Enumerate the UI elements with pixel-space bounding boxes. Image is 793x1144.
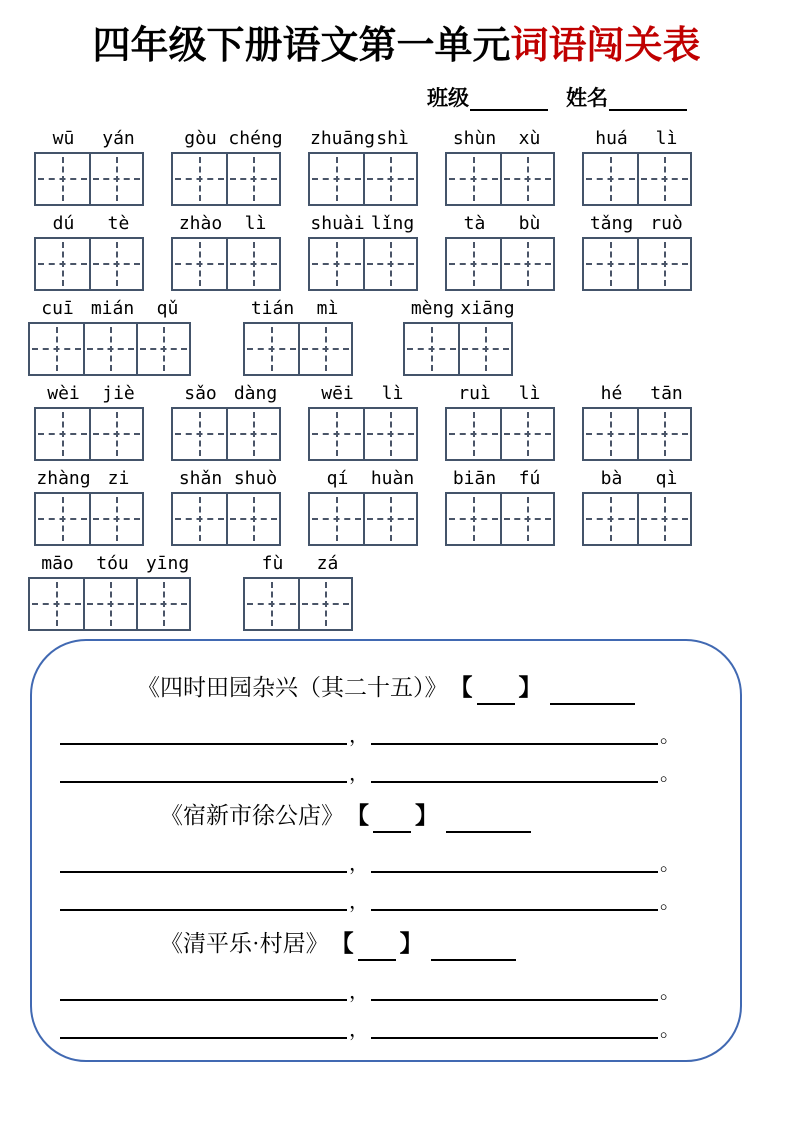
writing-cell	[173, 154, 226, 204]
pinyin-syllable: yán	[102, 128, 135, 150]
writing-cell	[584, 494, 637, 544]
pinyin-label	[445, 128, 557, 150]
pinyin-syllable: tà	[463, 213, 486, 235]
writing-grid	[34, 407, 144, 461]
verse-blank-line	[60, 977, 347, 1001]
pinyin-syllable: sǎo	[184, 383, 217, 405]
pinyin-syllable: wèi	[47, 383, 80, 405]
author-name-blank-line	[431, 935, 516, 961]
author-blank-line	[477, 679, 515, 705]
answer-line	[60, 885, 712, 914]
writing-grid	[445, 407, 555, 461]
worksheet-page	[0, 22, 793, 1144]
comma-mark: ，	[349, 891, 369, 914]
writing-cell	[584, 239, 637, 289]
verse-blank-line	[371, 977, 658, 1001]
poem-title: 《四时田园杂兴（其二十五）》	[137, 675, 448, 701]
answer-line	[60, 719, 712, 748]
pinyin-syllable: lì	[244, 213, 267, 235]
writing-cell	[310, 494, 363, 544]
poem-title: 《清平乐·村居》	[160, 931, 329, 957]
word-block	[171, 383, 283, 461]
student-info-line	[0, 83, 793, 111]
pinyin-syllable: ruò	[650, 213, 683, 235]
poem-block	[60, 799, 712, 914]
writing-grid	[34, 492, 144, 546]
pinyin-syllable: bà	[600, 468, 623, 490]
pinyin-syllable: fú	[518, 468, 541, 490]
verse-blank-line	[60, 849, 347, 873]
writing-cell	[89, 154, 142, 204]
poem-heading	[160, 927, 712, 961]
pinyin-syllable: qí	[326, 468, 349, 490]
pinyin-syllable: zhàng	[36, 468, 91, 490]
title-black-part: 四年级下册语文第一单元	[92, 25, 511, 67]
writing-cell	[500, 409, 553, 459]
pinyin-syllable: māo	[41, 553, 74, 575]
writing-cell	[637, 494, 690, 544]
pinyin-syllable: dàng	[233, 383, 278, 405]
writing-grid	[445, 152, 555, 206]
comma-mark: ，	[349, 763, 369, 786]
period-mark: 。	[660, 981, 680, 1004]
writing-cell	[447, 239, 500, 289]
word-block	[308, 383, 420, 461]
word-grid-section	[0, 128, 793, 631]
pinyin-label	[445, 213, 557, 235]
pinyin-syllable: shì	[376, 128, 409, 150]
pinyin-label	[34, 213, 146, 235]
writing-cell	[226, 494, 279, 544]
pinyin-syllable: xù	[518, 128, 541, 150]
pinyin-label	[308, 468, 420, 490]
comma-mark: ，	[349, 725, 369, 748]
writing-cell	[500, 239, 553, 289]
pinyin-syllable: zá	[316, 553, 339, 575]
word-block	[403, 298, 515, 376]
pinyin-syllable: shuài	[310, 213, 365, 235]
writing-cell	[36, 239, 89, 289]
writing-cell	[298, 324, 351, 374]
comma-mark: ，	[349, 1019, 369, 1042]
writing-cell	[226, 154, 279, 204]
writing-grid	[582, 152, 692, 206]
author-name-blank-line	[550, 679, 635, 705]
word-block	[308, 128, 420, 206]
writing-cell	[584, 154, 637, 204]
word-block	[582, 213, 694, 291]
pinyin-syllable: chéng	[228, 128, 283, 150]
word-block	[171, 128, 283, 206]
pinyin-syllable: tǎng	[589, 213, 634, 235]
author-bracket-close: 】	[399, 931, 423, 957]
author-blank-line	[373, 807, 411, 833]
pinyin-syllable: dú	[52, 213, 75, 235]
writing-cell	[226, 409, 279, 459]
pinyin-syllable: wū	[52, 128, 75, 150]
pinyin-label	[171, 128, 283, 150]
pinyin-syllable: zhuāng	[310, 128, 376, 150]
writing-cell	[447, 154, 500, 204]
writing-cell	[584, 409, 637, 459]
poem-block	[60, 927, 712, 1042]
poem-section-box	[30, 639, 742, 1062]
pinyin-syllable: jiè	[102, 383, 135, 405]
writing-cell	[637, 409, 690, 459]
pinyin-syllable: cuī	[41, 298, 74, 320]
word-row	[34, 383, 793, 461]
pinyin-label	[28, 553, 195, 575]
writing-cell	[637, 154, 690, 204]
writing-cell	[136, 579, 189, 629]
poem-heading	[160, 799, 712, 833]
pinyin-label	[582, 213, 694, 235]
writing-cell	[173, 409, 226, 459]
verse-blank-line	[60, 759, 347, 783]
pinyin-syllable: tān	[650, 383, 683, 405]
author-name-blank-line	[446, 807, 531, 833]
writing-cell	[447, 494, 500, 544]
writing-grid	[308, 407, 418, 461]
pinyin-label	[34, 383, 146, 405]
pinyin-syllable: biān	[452, 468, 497, 490]
word-block	[445, 468, 557, 546]
pinyin-label	[403, 298, 515, 320]
answer-line	[60, 757, 712, 786]
writing-grid	[171, 152, 281, 206]
poem-title: 《宿新市徐公店》	[160, 803, 344, 829]
writing-cell	[310, 154, 363, 204]
word-block	[28, 298, 195, 376]
pinyin-syllable: lǐng	[370, 213, 415, 235]
class-label: 班级	[427, 86, 469, 111]
writing-cell	[136, 324, 189, 374]
writing-cell	[298, 579, 351, 629]
verse-blank-line	[371, 887, 658, 911]
writing-grid	[171, 237, 281, 291]
author-bracket-open: 【	[330, 931, 354, 957]
writing-cell	[89, 494, 142, 544]
pinyin-syllable: wēi	[321, 383, 354, 405]
pinyin-syllable: xiāng	[460, 298, 515, 320]
name-blank-line	[609, 89, 687, 111]
pinyin-label	[308, 383, 420, 405]
writing-grid	[582, 407, 692, 461]
writing-grid	[34, 152, 144, 206]
word-block	[445, 213, 557, 291]
author-bracket-close: 】	[518, 675, 542, 701]
writing-cell	[363, 239, 416, 289]
writing-grid	[582, 237, 692, 291]
author-bracket-open: 【	[346, 803, 369, 829]
writing-cell	[173, 239, 226, 289]
pinyin-label	[171, 383, 283, 405]
writing-cell	[30, 324, 83, 374]
writing-grid	[34, 237, 144, 291]
pinyin-syllable: qì	[655, 468, 678, 490]
author-bracket-open: 【	[449, 675, 473, 701]
word-block	[171, 213, 283, 291]
writing-cell	[310, 409, 363, 459]
word-block	[34, 468, 146, 546]
pinyin-label	[28, 298, 195, 320]
pinyin-label	[582, 468, 694, 490]
word-block	[308, 213, 420, 291]
writing-grid	[243, 322, 353, 376]
author-bracket-close: 】	[415, 803, 438, 829]
pinyin-syllable: zi	[107, 468, 130, 490]
pinyin-syllable: qǔ	[156, 298, 179, 320]
writing-cell	[173, 494, 226, 544]
class-blank-line	[470, 89, 548, 111]
writing-cell	[245, 579, 298, 629]
pinyin-label	[582, 383, 694, 405]
writing-grid	[243, 577, 353, 631]
writing-cell	[500, 154, 553, 204]
word-block	[243, 553, 355, 631]
pinyin-syllable: ruì	[458, 383, 491, 405]
writing-grid	[308, 492, 418, 546]
comma-mark: ，	[349, 981, 369, 1004]
word-block	[582, 128, 694, 206]
pinyin-label	[445, 468, 557, 490]
verse-blank-line	[371, 1015, 658, 1039]
writing-cell	[245, 324, 298, 374]
writing-cell	[405, 324, 458, 374]
word-block	[308, 468, 420, 546]
writing-cell	[363, 154, 416, 204]
writing-cell	[30, 579, 83, 629]
word-row	[34, 213, 793, 291]
verse-blank-line	[60, 721, 347, 745]
writing-cell	[36, 409, 89, 459]
verse-blank-line	[371, 759, 658, 783]
word-block	[445, 383, 557, 461]
author-blank-line	[358, 935, 396, 961]
writing-grid	[445, 492, 555, 546]
word-block	[582, 383, 694, 461]
pinyin-syllable: bù	[518, 213, 541, 235]
period-mark: 。	[660, 853, 680, 876]
pinyin-syllable: mèng	[410, 298, 455, 320]
pinyin-syllable: fù	[261, 553, 284, 575]
pinyin-syllable: lì	[655, 128, 678, 150]
pinyin-syllable: lì	[518, 383, 541, 405]
writing-cell	[310, 239, 363, 289]
comma-mark: ，	[349, 853, 369, 876]
pinyin-syllable: yīng	[145, 553, 190, 575]
word-block	[445, 128, 557, 206]
name-label: 姓名	[566, 86, 608, 111]
writing-cell	[36, 154, 89, 204]
pinyin-syllable: mián	[90, 298, 135, 320]
writing-cell	[83, 579, 136, 629]
pinyin-syllable: mì	[316, 298, 339, 320]
period-mark: 。	[660, 725, 680, 748]
pinyin-syllable: tóu	[96, 553, 129, 575]
pinyin-syllable: gòu	[184, 128, 217, 150]
pinyin-label	[243, 298, 355, 320]
writing-grid	[308, 152, 418, 206]
pinyin-label	[171, 468, 283, 490]
answer-line	[60, 1013, 712, 1042]
pinyin-syllable: shǎn	[178, 468, 223, 490]
word-block	[34, 213, 146, 291]
writing-grid	[308, 237, 418, 291]
word-row	[34, 128, 793, 206]
writing-grid	[171, 492, 281, 546]
word-block	[28, 553, 195, 631]
writing-cell	[89, 239, 142, 289]
pinyin-label	[34, 468, 146, 490]
writing-cell	[89, 409, 142, 459]
verse-blank-line	[60, 887, 347, 911]
word-block	[582, 468, 694, 546]
pinyin-syllable: tián	[250, 298, 295, 320]
pinyin-label	[308, 128, 420, 150]
pinyin-label	[445, 383, 557, 405]
pinyin-label	[34, 128, 146, 150]
answer-line	[60, 975, 712, 1004]
writing-cell	[447, 409, 500, 459]
poem-heading	[137, 671, 712, 705]
writing-grid	[445, 237, 555, 291]
word-block	[34, 128, 146, 206]
verse-blank-line	[60, 1015, 347, 1039]
pinyin-label	[582, 128, 694, 150]
writing-grid	[582, 492, 692, 546]
word-row	[28, 553, 793, 631]
pinyin-syllable: shuò	[233, 468, 278, 490]
writing-cell	[83, 324, 136, 374]
pinyin-syllable: shùn	[452, 128, 497, 150]
pinyin-label	[308, 213, 420, 235]
word-row	[34, 468, 793, 546]
verse-blank-line	[371, 849, 658, 873]
writing-grid	[171, 407, 281, 461]
writing-cell	[36, 494, 89, 544]
verse-blank-line	[371, 721, 658, 745]
pinyin-label	[243, 553, 355, 575]
period-mark: 。	[660, 891, 680, 914]
poem-block	[60, 671, 712, 786]
pinyin-syllable: huàn	[370, 468, 415, 490]
writing-cell	[500, 494, 553, 544]
word-row	[28, 298, 793, 376]
period-mark: 。	[660, 1019, 680, 1042]
word-block	[34, 383, 146, 461]
writing-cell	[363, 494, 416, 544]
pinyin-label	[171, 213, 283, 235]
writing-cell	[637, 239, 690, 289]
pinyin-syllable: huá	[595, 128, 628, 150]
word-block	[171, 468, 283, 546]
word-block	[243, 298, 355, 376]
writing-cell	[226, 239, 279, 289]
page-title	[0, 22, 793, 71]
pinyin-syllable: hé	[600, 383, 623, 405]
title-red-part: 词语闯关表	[510, 25, 701, 67]
pinyin-syllable: zhào	[178, 213, 223, 235]
writing-cell	[363, 409, 416, 459]
pinyin-syllable: lì	[381, 383, 404, 405]
period-mark: 。	[660, 763, 680, 786]
writing-grid	[403, 322, 513, 376]
pinyin-syllable: tè	[107, 213, 130, 235]
writing-grid	[28, 577, 191, 631]
writing-cell	[458, 324, 511, 374]
answer-line	[60, 847, 712, 876]
writing-grid	[28, 322, 191, 376]
